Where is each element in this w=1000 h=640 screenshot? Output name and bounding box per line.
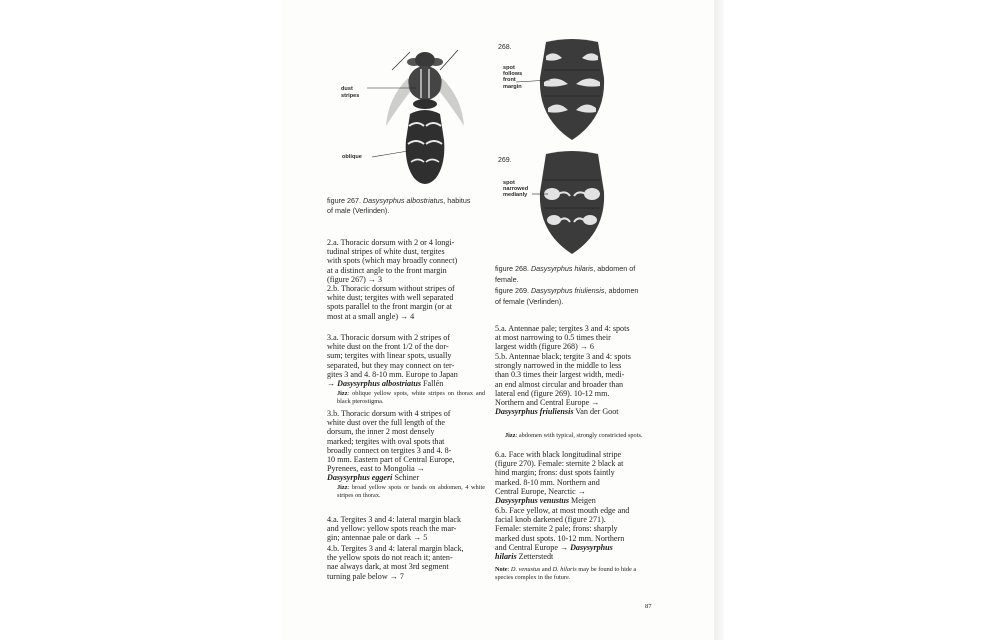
figure-267-habitus-drawing	[380, 40, 470, 192]
figure-269-number: 269.	[498, 157, 512, 164]
couplet-3a: 3.a. Thoracic dorsum with 2 stripes of white dust on the front 1/2 of the dor- sum; tergites with linear spots, usually separated, but they may connect on ter- gites 3 and 4. 8-10 mm. Europe to Japan → Dasysyrphus albostriatus Fallén	[327, 333, 458, 389]
couplet-6b: 6.b. Face yellow, at most mouth edge and facial knob darkened (figure 271). Female: sternite 2 pale; frons: sharply marked dust spots. 10-12 mm. Northern and Central Europe → Dasysyrphus hilaris Zetterstedt	[495, 506, 630, 562]
couplet-3b-jizz: Jizz: broad yellow spots or bands on abdomen, 4 white stripes on thorax.	[337, 484, 485, 499]
label-dust: dust	[341, 86, 353, 92]
couplet-2b: 2.b. Thoracic dorsum without stripes of white dust; tergites with well separated spots parallel to the front margin (or at most at a small angle) → 4	[327, 284, 455, 321]
couplet-6a: 6.a. Face with black longitudinal stripe (figure 270). Female: sternite 2 black at hind margin; frons: dust spots faintly marked. 8-10 mm. Northern and Central Europe, Nearctic → Dasysyrphus venustus Meigen	[495, 450, 624, 506]
label-stripes: stripes	[341, 93, 360, 99]
figure-269-abdomen-drawing	[536, 150, 608, 256]
label-spot-follows-front-margin: spot follows front margin	[503, 65, 523, 90]
couplet-3b: 3.b. Thoracic dorsum with 4 stripes of white dust over the full length of the dorsum, the inner 2 most densely marked; tergites with oval spots that broadly connect on tergites 3 and 4. 8- 10 mm. Eastern part of Central Europe, Pyrenees, east to Mongolia → Dasysyrphus eggeri Schiner	[327, 409, 455, 483]
figure-268-abdomen-drawing	[536, 38, 608, 142]
couplet-2a: 2.a. Thoracic dorsum with 2 or 4 longi- tudinal stripes of white dust, tergites with spots (which may broadly connect) at a distinct angle to the front margin (figure 267) → 3	[327, 238, 458, 284]
label-oblique: oblique	[342, 154, 362, 160]
page-number: 87	[645, 603, 652, 610]
couplet-3a-jizz: Jizz: oblique yellow spots, white stripes on thorax and black pterostigma.	[337, 390, 485, 405]
couplet-4a: 4.a. Tergites 3 and 4: lateral margin black and yellow: yellow spots reach the mar- gin; antennae pale or dark → 5	[327, 515, 462, 543]
couplet-4b: 4.b. Tergites 3 and 4: lateral margin black, the yellow spots do not reach it; anten- nae always dark, at most 3rd segment turning pale below → 7	[327, 544, 464, 581]
couplet-5b: 5.b. Antennae black; tergite 3 and 4: spots strongly narrowed in the middle to less than 0.3 times their largest width, medi- an end almost circular and broader than lateral end (figure 269). 10-12 mm. Northern and Central Europe → Dasysyrphus friuliensis Van der Goot	[495, 352, 631, 417]
note-species-complex: Note: D. venustus and D. hilaris may be found to hide a species complex in the future.	[495, 566, 637, 581]
figure-268-number: 268.	[498, 44, 512, 51]
couplet-5b-jizz: Jizz: abdomen with typical, strongly constricted spots.	[505, 432, 643, 439]
page-edge-shadow	[714, 0, 724, 640]
label-spot-narrowed-medianly: spot narrowed medianly	[503, 180, 529, 199]
couplet-5a: 5.a. Antennae pale; tergites 3 and 4: spots at most narrowing to 0.5 times their largest width (figure 268) → 6	[495, 324, 630, 352]
figure-267-caption: figure 267. Dasysyrphus albostriatus, habitus of male (Verlinden).	[327, 196, 471, 215]
figure-268-269-caption: figure 268. Dasysyrphus hilaris, abdomen of female. figure 269. Dasysyrphus friuliensis, abdomen of female (Verlinden).	[495, 264, 639, 306]
